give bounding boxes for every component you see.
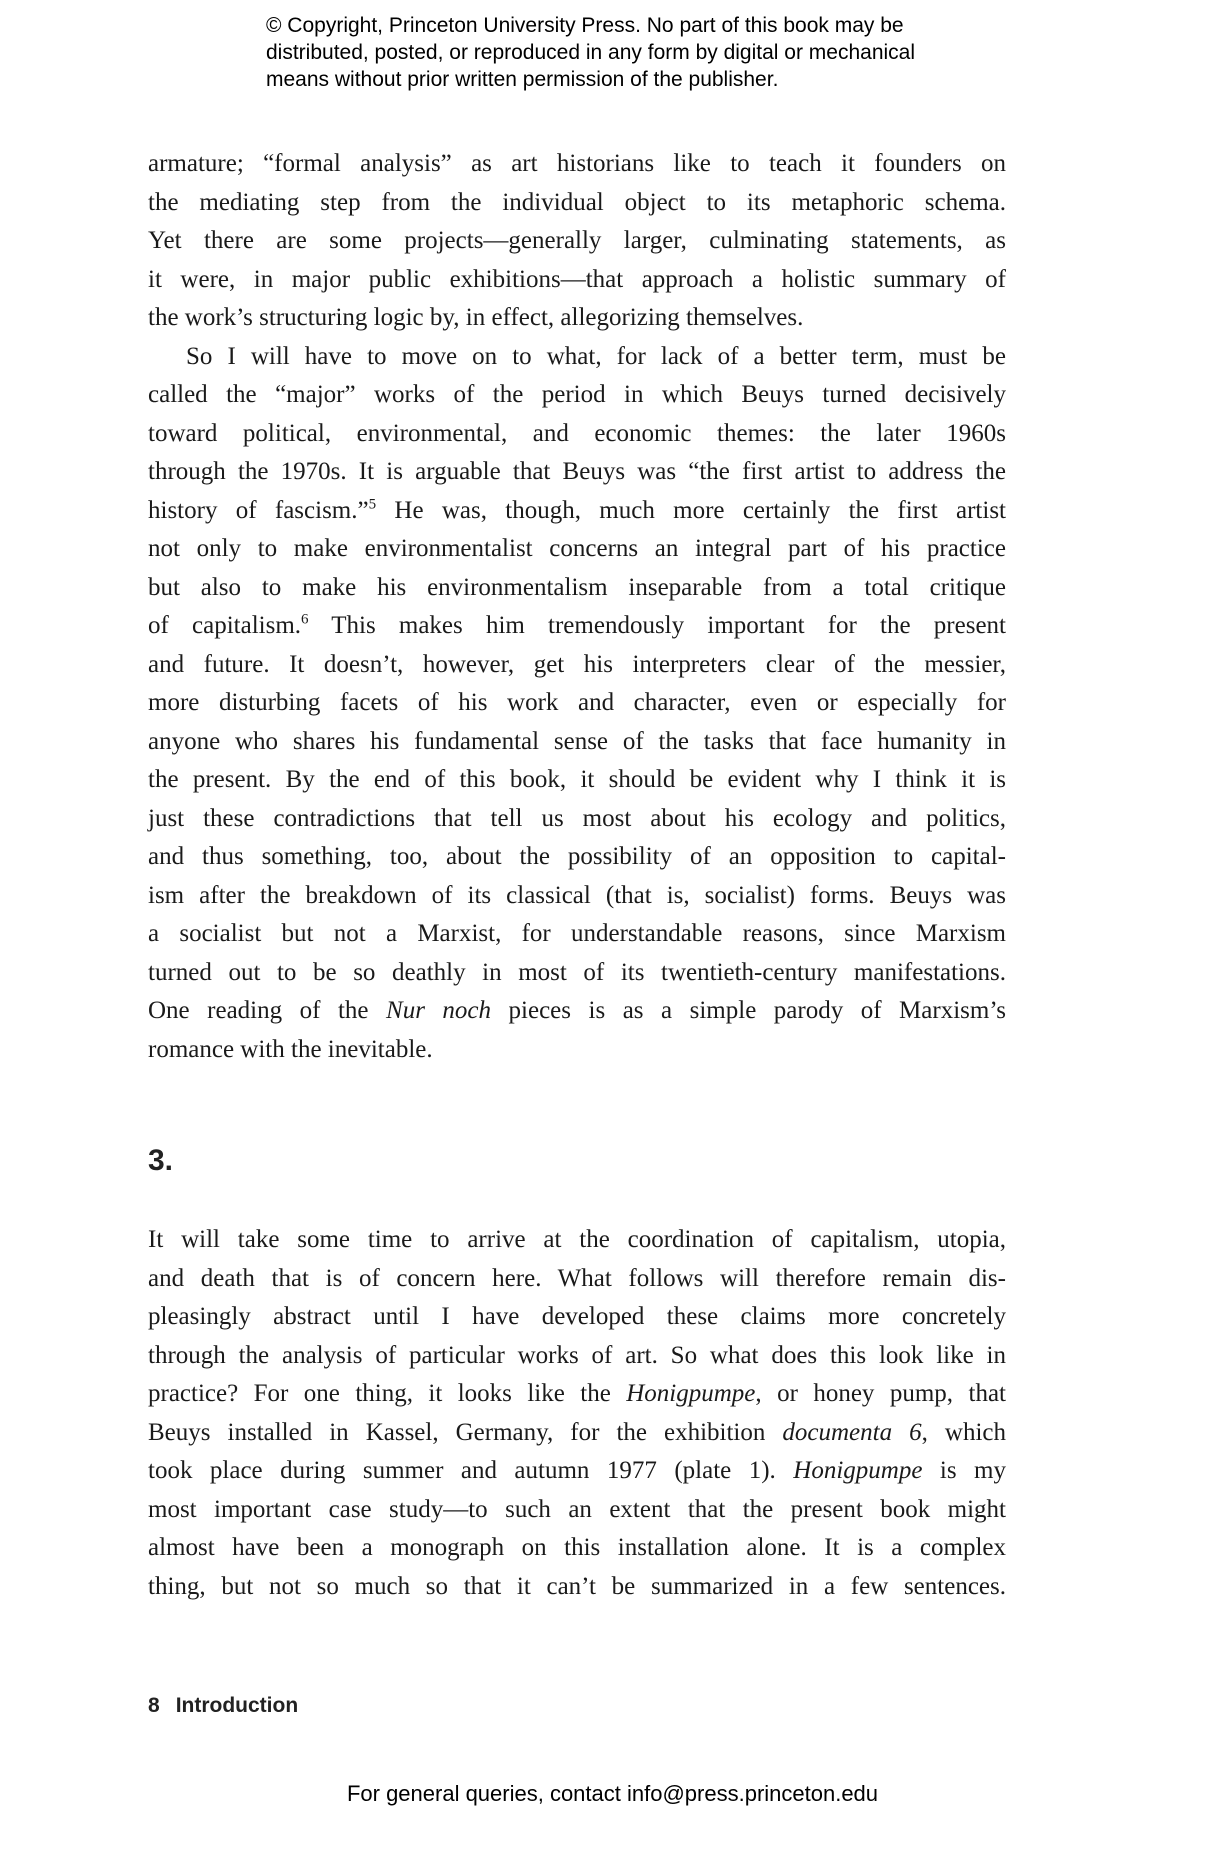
running-head: Introduction	[175, 1694, 299, 1717]
text-line	[148, 723, 1006, 762]
text-segment: anyone who shares his fundamental sense of the tasks that face humanity in	[148, 727, 1006, 755]
text-line	[148, 800, 1006, 839]
page-number: 8	[148, 1694, 160, 1717]
text-segment: This makes him tremendously important for the present	[308, 612, 1006, 639]
text-line	[148, 1221, 1006, 1260]
text-line	[148, 915, 1006, 954]
text-segment: pleasingly abstract until I have developed these claims more concretely	[148, 1303, 1006, 1330]
text-segment: ism after the breakdown of its classical (that is, socialist) forms. Beuys was	[148, 881, 1006, 909]
text-segment: pieces is as a simple parody of Marxism’s	[491, 997, 1007, 1024]
text-segment: and future. It doesn’t, however, get his interpreters clear of the messier,	[148, 650, 1006, 678]
text-segment: took place during summer and autumn 1977 (plate 1).	[148, 1457, 794, 1484]
text-segment: the work’s structuring logic by, in effect, allegorizing themselves.	[148, 304, 804, 331]
text-line	[148, 1337, 1006, 1376]
footnote-marker[interactable]: 5	[368, 496, 377, 513]
text-segment: Yet there are some projects—generally larger, culminating statements, as	[148, 227, 1006, 254]
text-segment: toward political, environmental, and economic themes: the later 1960s	[148, 419, 1006, 447]
text-segment: armature; “formal analysis” as art historians like to teach it founders on	[148, 150, 1006, 177]
text-line	[148, 761, 1006, 800]
text-line	[148, 184, 1006, 223]
text-line	[148, 492, 1006, 531]
text-segment: One reading of the	[148, 997, 387, 1024]
footnote-marker[interactable]: 6	[301, 611, 309, 628]
text-segment: the present. By the end of this book, it should be evident why I think it is	[148, 766, 1006, 793]
text-segment: Beuys installed in Kassel, Germany, for the exhibition	[148, 1418, 783, 1446]
text-segment: a socialist but not a Marxist, for understandable reasons, since Marxism	[148, 920, 1006, 947]
text-segment: almost have been a monograph on this installation alone. It is a complex	[148, 1534, 1006, 1561]
text-line	[148, 453, 1006, 492]
text-segment: not only to make environmentalist concerns an integral part of his practice	[148, 535, 1006, 562]
body-text-bottom	[148, 1221, 1006, 1606]
text-line	[148, 684, 1006, 723]
text-segment: but also to make his environmentalism inseparable from a total critique	[148, 573, 1006, 601]
italic-text: documenta 6	[782, 1418, 922, 1446]
text-segment: practice? For one thing, it looks like the	[148, 1380, 627, 1407]
text-segment: turned out to be so deathly in most of its twentieth-century manifestations.	[148, 958, 1006, 986]
text-line	[148, 1414, 1006, 1453]
body-text-top	[148, 145, 1006, 1069]
text-line	[148, 145, 1006, 184]
italic-text: Honigpumpe	[626, 1380, 756, 1407]
text-segment: through the 1970s. It is arguable that Beuys was “the first artist to address the	[148, 458, 1006, 485]
text-line	[148, 877, 1006, 916]
text-segment: of capitalism.	[148, 612, 302, 639]
copyright-line: means without prior written permission of the publisher.	[266, 68, 779, 91]
text-line	[148, 299, 1006, 338]
text-segment: more disturbing facets of his work and character, even or especially for	[148, 689, 1006, 716]
text-line	[148, 1260, 1006, 1299]
text-line	[148, 1031, 1006, 1070]
text-line	[148, 222, 1006, 261]
text-segment: romance with the inevitable.	[148, 1035, 433, 1063]
text-line	[148, 646, 1006, 685]
page-footer	[148, 1694, 298, 1718]
text-line	[148, 1491, 1006, 1530]
text-segment: thing, but not so much so that it can’t be summarized in a few sentences.	[148, 1572, 1006, 1600]
contact-notice: For general queries, contact info@press.princeton.edu	[346, 1781, 879, 1806]
text-segment: history of fascism.”	[148, 496, 369, 524]
copyright-line: distributed, posted, or reproduced in any form by digital or mechanical	[266, 41, 916, 64]
text-line	[148, 338, 1006, 377]
text-line	[148, 1529, 1006, 1568]
text-line	[148, 607, 1006, 646]
text-line	[148, 838, 1006, 877]
text-segment: is my	[922, 1457, 1006, 1484]
text-segment: , or honey pump, that	[755, 1380, 1006, 1407]
text-line	[148, 415, 1006, 454]
text-line	[148, 376, 1006, 415]
text-line	[148, 1452, 1006, 1491]
text-segment: , which	[921, 1418, 1006, 1446]
copyright-line: © Copyright, Princeton University Press. No part of this book may be	[266, 14, 904, 37]
text-segment: most important case study—to such an extent that the present book might	[148, 1495, 1006, 1523]
text-segment: He was, though, much more certainly the first artist	[376, 496, 1006, 524]
text-line	[148, 530, 1006, 569]
text-segment: So I will have to move on to what, for lack of a better term, must be	[186, 342, 1006, 370]
copyright-notice	[266, 12, 966, 93]
text-segment: and thus something, too, about the possibility of an opposition to capital-	[148, 843, 1006, 870]
text-segment: It will take some time to arrive at the coordination of capitalism, utopia,	[148, 1226, 1006, 1253]
text-segment: through the analysis of particular works of art. So what does this look like in	[148, 1341, 1006, 1369]
text-line	[148, 1568, 1006, 1607]
text-segment: just these contradictions that tell us most about his ecology and politics,	[148, 804, 1006, 832]
text-line	[148, 992, 1006, 1031]
section-heading: 3.	[148, 1144, 174, 1177]
italic-text: Honigpumpe	[793, 1457, 923, 1484]
text-segment: called the “major” works of the period in which Beuys turned decisively	[148, 381, 1006, 408]
text-line	[148, 954, 1006, 993]
italic-text: Nur noch	[386, 997, 492, 1024]
text-segment: it were, in major public exhibitions—that approach a holistic summary of	[148, 265, 1006, 293]
text-line	[148, 569, 1006, 608]
text-line	[148, 261, 1006, 300]
text-line	[148, 1375, 1006, 1414]
text-segment: the mediating step from the individual object to its metaphoric schema.	[148, 188, 1006, 216]
text-line	[148, 1298, 1006, 1337]
text-segment: and death that is of concern here. What follows will therefore remain dis-	[148, 1264, 1006, 1292]
